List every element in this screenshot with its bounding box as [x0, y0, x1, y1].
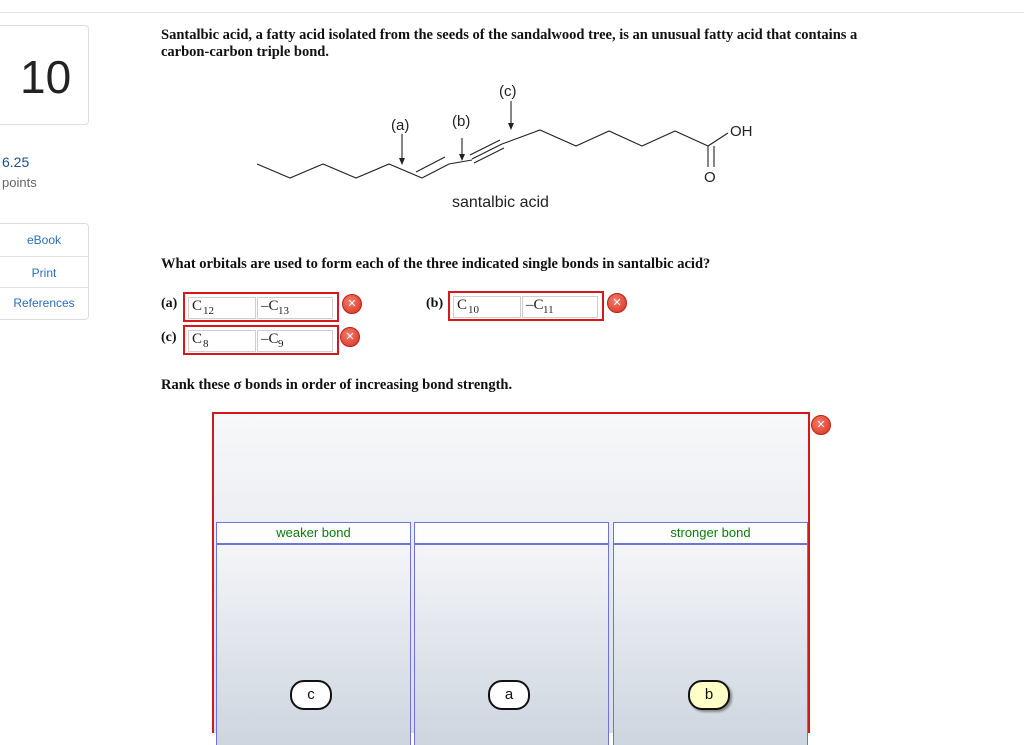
carbon-chain-left	[257, 164, 422, 178]
menu-divider	[0, 256, 88, 257]
answer-b-orbital-2[interactable]: –C 11	[522, 296, 598, 318]
orbitals-prompt: What orbitals are used to form each of the three indicated single bonds in santalbic acid?	[161, 256, 711, 272]
points-label: points	[2, 175, 37, 190]
ranking-area	[212, 412, 810, 733]
oh-label: OH	[730, 123, 753, 140]
answer-b-label: (b)	[426, 296, 444, 311]
carbonyl-o-label: O	[704, 169, 716, 186]
incorrect-x-icon: ✕	[811, 415, 831, 435]
resource-menu	[0, 223, 89, 320]
answer-a-orbital-2[interactable]: –C 13	[257, 297, 333, 319]
rank-chip-a[interactable]: a	[488, 680, 530, 710]
drop-zone-weaker[interactable]	[216, 544, 411, 745]
column-header-middle	[414, 522, 609, 544]
ranking-prompt: Rank these σ bonds in order of increasing bond strength.	[161, 377, 513, 393]
answer-c-orbital-1[interactable]: C 8	[188, 330, 256, 352]
rank-chip-b[interactable]: b	[688, 680, 730, 710]
incorrect-x-icon: ✕	[342, 294, 362, 314]
marker-b: (b)	[452, 113, 471, 130]
question-number: 10	[20, 51, 72, 103]
answer-a-orbital-1[interactable]: C 12	[188, 297, 256, 319]
answer-c-box	[183, 325, 339, 355]
incorrect-x-icon: ✕	[607, 293, 627, 313]
marker-a: (a)	[391, 117, 410, 134]
drop-zone-middle[interactable]	[414, 544, 609, 745]
top-divider	[0, 12, 1024, 13]
santalbic-acid-structure	[240, 80, 780, 220]
answer-a-label: (a)	[161, 296, 178, 311]
incorrect-x-icon: ✕	[340, 327, 360, 347]
drop-zone-stronger[interactable]	[613, 544, 808, 745]
references-link[interactable]: References	[13, 296, 75, 310]
answer-c-label: (c)	[161, 330, 177, 345]
double-bond	[422, 164, 449, 178]
print-link[interactable]: Print	[31, 266, 57, 280]
answer-c-orbital-2[interactable]: –C 9	[257, 330, 333, 352]
column-header-stronger: stronger bond	[613, 522, 808, 544]
menu-divider	[0, 287, 88, 288]
question-text: Santalbic acid, a fatty acid isolated from the seeds of the sandalwood tree, is an unusual fatty acid that contains a carbon-carbon triple bond.	[161, 27, 858, 60]
answer-a-box	[183, 292, 339, 322]
points-value: 6.25	[2, 154, 30, 170]
rank-chip-c[interactable]: c	[290, 680, 332, 710]
ebook-link[interactable]: eBook	[26, 233, 62, 247]
column-header-weaker: weaker bond	[216, 522, 411, 544]
answer-b-box	[448, 291, 604, 321]
double-bond-inner	[416, 157, 445, 172]
marker-c: (c)	[499, 83, 517, 100]
carbon-chain-right	[502, 130, 708, 146]
molecule-name: santalbic acid	[452, 194, 549, 211]
answer-b-orbital-1[interactable]: C 10	[453, 296, 521, 318]
